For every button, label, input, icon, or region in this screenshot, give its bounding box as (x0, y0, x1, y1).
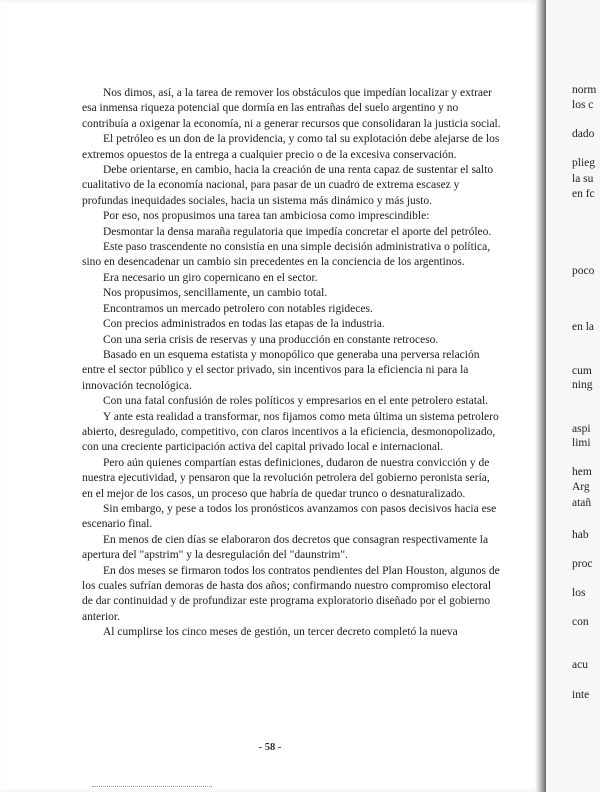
facing-page-fragment: hem (572, 466, 592, 478)
facing-page-fragment: norm (572, 84, 597, 96)
facing-page-fragment: en fc (572, 188, 595, 200)
facing-page-fragment: Arg (572, 481, 590, 493)
paragraph: Con una fatal confusión de roles políticos y empresarios en el ente petrolero estatal. (103, 395, 489, 408)
paragraph: Al cumplirse los cinco meses de gestión, un tercer decreto completó la nueva (103, 626, 458, 639)
paragraph: Desmontar la densa maraña regulatoria que impedía concretar el aporte del petróleo. (103, 225, 492, 238)
paragraph: Por eso, nos propusimos una tarea tan ambiciosa como imprescindible: (103, 210, 430, 223)
paragraph: Nos dimos, así, a la tarea de remover los obstáculos que impedían localizar y extraer esa inmensa riqueza potencial que dormía en las entrañas del suelo argentino y no contribuía a oxigenar la economía, ni a generar recursos que consolidaran la justicia social. (82, 87, 501, 130)
facing-page-edge (546, 0, 600, 792)
paragraph: Encontramos un mercado petrolero con notables rigideces. (103, 302, 373, 315)
facing-page-fragment: ning (572, 379, 593, 391)
facing-page-fragment: inte (572, 689, 590, 701)
facing-page-fragment: limi (572, 437, 591, 449)
paragraph: Este paso trascendente no consistía en una simple decisión administrativa o política, sino en desencadenar un cambio sin precedentes en la conciencia de los argentinos. (82, 241, 491, 269)
body-text (82, 86, 502, 641)
paragraph: Con precios administrados en todas las etapas de la industria. (103, 318, 385, 331)
paragraph: El petróleo es un don de la providencia, y como tal su explotación debe alejarse de los extremos opuestos de la entrega a cualquier precio o de la excesiva conservación. (82, 133, 500, 161)
facing-page-fragment: en la (572, 321, 595, 333)
facing-page-fragment: con (572, 616, 589, 628)
facing-page-fragment: los c (572, 99, 594, 111)
facing-page-fragment: los (572, 587, 586, 599)
paragraph: Era necesario un giro copernicano en el sector. (103, 271, 318, 284)
paragraph: Con una seria crisis de reservas y una producción en constante retroceso. (103, 333, 439, 346)
book-gutter (536, 0, 546, 792)
facing-page-fragment: aspi (572, 423, 591, 435)
facing-page-fragment: cum (572, 365, 592, 377)
paragraph: Basado en un esquema estatista y monopólico que generaba una perversa relación entre el sector público y el sector privado, sin incentivos para la eficiencia ni para la innovación tecnológica. (82, 348, 480, 392)
scan-artifact (92, 786, 212, 788)
facing-page-fragment: poco (572, 265, 595, 277)
paragraph: Sin embargo, y pese a todos los pronósticos avanzamos con pasos decisivos hacia ese escenario final. (82, 502, 497, 531)
facing-page-fragment: atañ (572, 497, 592, 509)
paragraph: Nos propusimos, sencillamente, un cambio total. (103, 287, 328, 300)
paragraph: Pero aún quienes compartían estas definiciones, dudaron de nuestra convicción y de nuestra ejecutividad, y pensaron que la revolución petrolera del gobierno peronista sería, en el mejor de los casos, un proceso que habría de quedar trunco o desnaturalizado. (82, 456, 490, 500)
facing-page-fragment: plieg (572, 157, 595, 169)
paragraph: Debe orientarse, en cambio, hacia la creación de una renta capaz de sustentar el salto cualitativo de la economía nacional, para pasar de un cuadro de extrema escasez y profundas inequidades sociales, hacia un sistema más dinámico y más justo. (82, 164, 494, 207)
facing-page-fragment: proc (572, 558, 593, 570)
page-number: - 58 - (258, 742, 282, 753)
facing-page-fragment: dado (572, 128, 595, 140)
paragraph: En dos meses se firmaron todos los contratos pendientes del Plan Houston, algunos de los cuales sufrían demoras de hasta dos años; confirmando nuestro compromiso electoral de dar continuidad y de profundizar este programa exploratorio diseñado por el gobierno anterior. (82, 564, 500, 623)
facing-page-fragment: acu (572, 659, 588, 671)
facing-page-fragment: hab (572, 529, 589, 541)
paragraph: En menos de cien días se elaboraron dos decretos que consagran respectivamente la apertura del "apstrim" y la desregulación del "daunstrim". (82, 533, 489, 562)
facing-page-fragment: la su (572, 173, 594, 185)
paragraph: Y ante esta realidad a transformar, nos fijamos como meta última un sistema petrolero abierto, desregulado, competitivo, con claros incentivos a la eficiencia, desmonopolizado, con una creciente participación activa del capital privado local e internacional. (82, 410, 499, 454)
